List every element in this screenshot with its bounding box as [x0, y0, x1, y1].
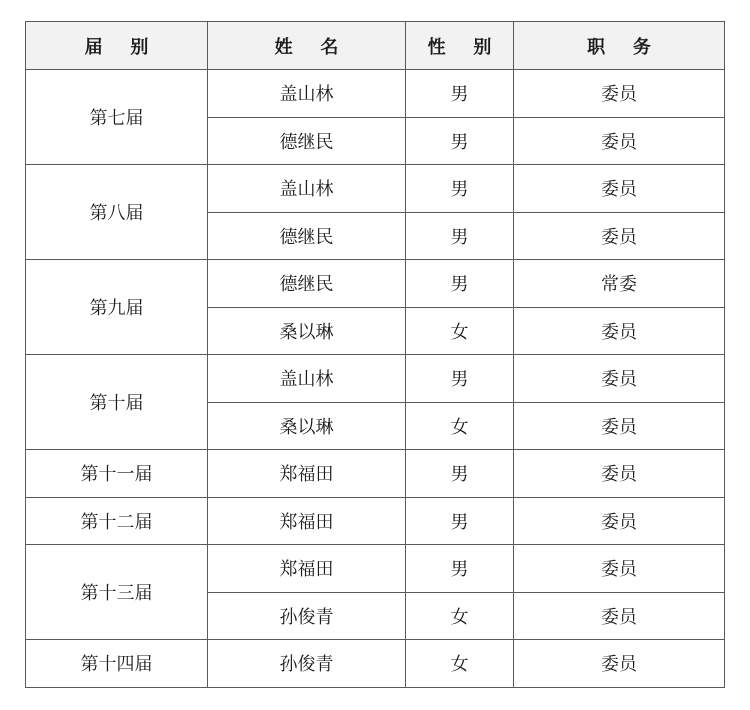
role-cell: 委员 [514, 165, 725, 213]
name-cell: 孙俊青 [208, 640, 406, 688]
gender-cell: 女 [406, 640, 514, 688]
role-cell: 委员 [514, 450, 725, 498]
name-cell: 盖山林 [208, 355, 406, 403]
name-cell: 郑福田 [208, 450, 406, 498]
table-row [26, 497, 725, 545]
gender-cell: 男 [406, 165, 514, 213]
role-cell: 委员 [514, 355, 725, 403]
role-cell: 常委 [514, 260, 725, 308]
header-gender: 性 别 [406, 22, 514, 70]
header-name: 姓 名 [208, 22, 406, 70]
role-cell: 委员 [514, 545, 725, 593]
role-cell: 委员 [514, 592, 725, 640]
table-row [26, 165, 725, 213]
gender-cell: 男 [406, 70, 514, 118]
term-cell: 第十一届 [26, 450, 208, 498]
table-row [26, 545, 725, 593]
gender-cell: 男 [406, 117, 514, 165]
name-cell: 盖山林 [208, 70, 406, 118]
name-cell: 桑以琳 [208, 402, 406, 450]
header-term: 届 别 [26, 22, 208, 70]
role-cell: 委员 [514, 70, 725, 118]
role-cell: 委员 [514, 640, 725, 688]
term-cell: 第十届 [26, 355, 208, 450]
term-cell: 第八届 [26, 165, 208, 260]
term-cell: 第十三届 [26, 545, 208, 640]
table-row [26, 640, 725, 688]
name-cell: 德继民 [208, 260, 406, 308]
committee-roster-table [25, 21, 725, 688]
gender-cell: 女 [406, 402, 514, 450]
term-cell: 第七届 [26, 70, 208, 165]
name-cell: 郑福田 [208, 545, 406, 593]
name-cell: 德继民 [208, 212, 406, 260]
gender-cell: 男 [406, 260, 514, 308]
name-cell: 桑以琳 [208, 307, 406, 355]
term-cell: 第十二届 [26, 497, 208, 545]
term-cell: 第九届 [26, 260, 208, 355]
role-cell: 委员 [514, 402, 725, 450]
role-cell: 委员 [514, 212, 725, 260]
gender-cell: 男 [406, 545, 514, 593]
gender-cell: 男 [406, 450, 514, 498]
gender-cell: 女 [406, 307, 514, 355]
table-body [26, 70, 725, 688]
gender-cell: 男 [406, 497, 514, 545]
role-cell: 委员 [514, 117, 725, 165]
table-row [26, 355, 725, 403]
term-cell: 第十四届 [26, 640, 208, 688]
name-cell: 德继民 [208, 117, 406, 165]
gender-cell: 男 [406, 212, 514, 260]
table-row [26, 450, 725, 498]
role-cell: 委员 [514, 497, 725, 545]
name-cell: 盖山林 [208, 165, 406, 213]
gender-cell: 女 [406, 592, 514, 640]
header-row [26, 22, 725, 70]
role-cell: 委员 [514, 307, 725, 355]
table-header [26, 22, 725, 70]
name-cell: 郑福田 [208, 497, 406, 545]
name-cell: 孙俊青 [208, 592, 406, 640]
table-row [26, 70, 725, 118]
gender-cell: 男 [406, 355, 514, 403]
table-row [26, 260, 725, 308]
header-role: 职 务 [514, 22, 725, 70]
